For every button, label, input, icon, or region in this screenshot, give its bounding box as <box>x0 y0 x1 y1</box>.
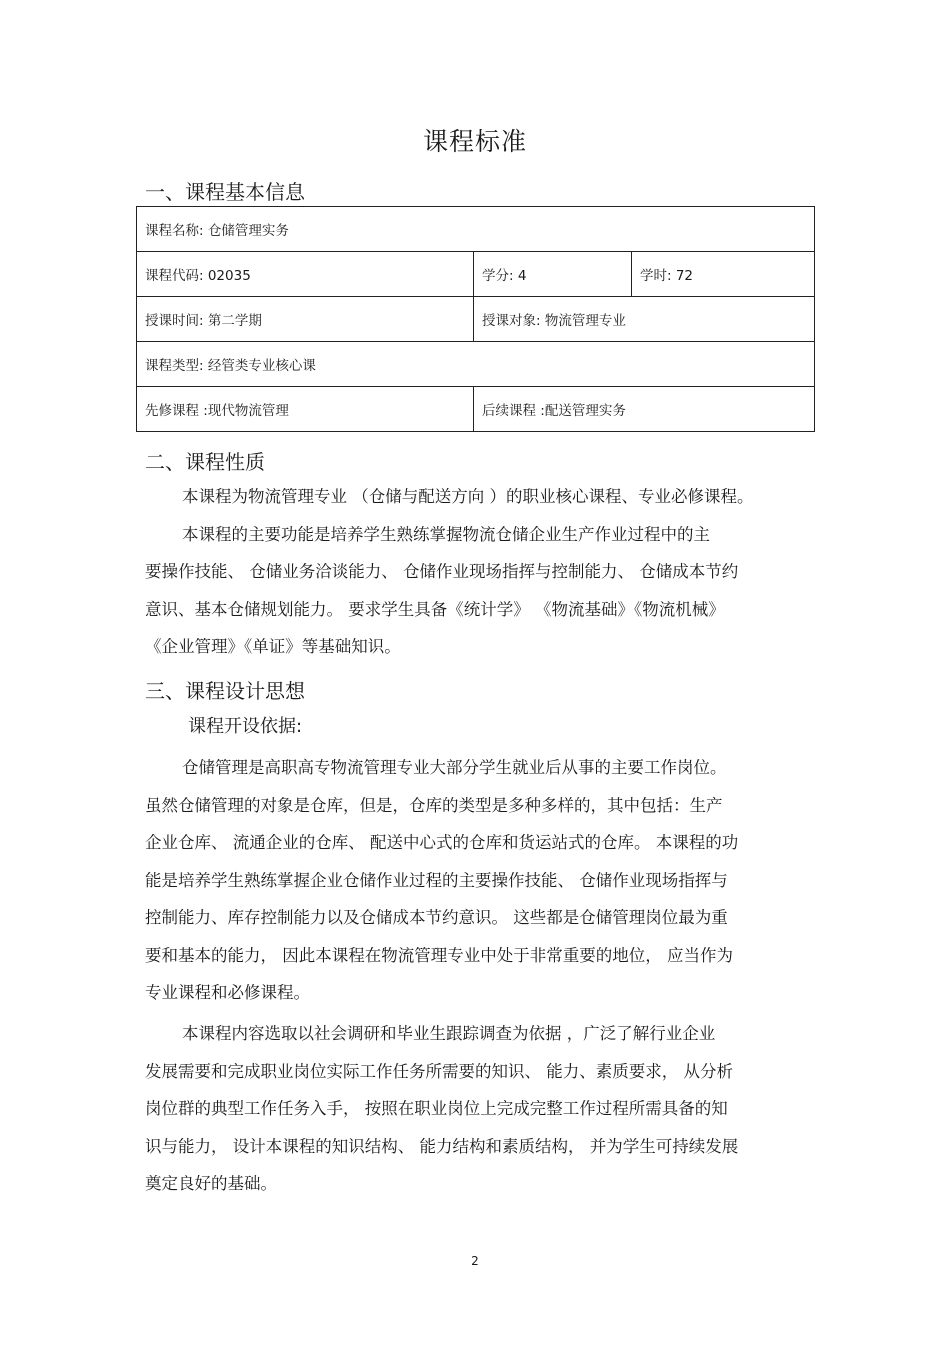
paragraph-line: 能是培养学生熟练掌握企业仓储作业过程的主要操作技能、 仓储作业现场指挥与 <box>145 870 728 890</box>
design-paragraph-1 <box>145 749 815 1012</box>
section-heading-nature: 二、课程性质 <box>145 450 265 474</box>
prerequisite-cell: 先修课程 :现代物流管理 <box>137 387 474 432</box>
design-subheading: 课程开设依据: <box>188 716 303 737</box>
paragraph-line: 《企业管理》《单证》等基础知识。 <box>145 637 401 656</box>
paragraph-line: 岗位群的典型工作任务入手， 按照在职业岗位上完成完整工作过程所需具备的知 <box>145 1099 728 1118</box>
paragraph-line: 发展需要和完成职业岗位实际工作任务所需要的知识、 能力、素质要求， 从分析 <box>145 1061 733 1081</box>
hours-cell: 学时: 72 <box>632 252 815 297</box>
design-paragraph-2 <box>145 1015 815 1203</box>
course-nature-paragraph <box>145 478 815 666</box>
target-cell: 授课对象: 物流管理专业 <box>474 297 815 342</box>
page-title: 课程标准 <box>422 127 527 156</box>
paragraph-line: 专业课程和必修课程。 <box>145 983 310 1002</box>
table-row <box>137 207 815 252</box>
paragraph-line: 要和基本的能力， 因此本课程在物流管理专业中处于非常重要的地位， 应当作为 <box>145 945 733 965</box>
table-row <box>137 342 815 387</box>
table-row <box>137 387 815 432</box>
table-row <box>137 252 815 297</box>
paragraph-line: 企业仓库、 流通企业的仓库、 配送中心式的仓库和货运站式的仓库。 本课程的功 <box>145 833 739 852</box>
paragraph-line: 控制能力、库存控制能力以及仓储成本节约意识。 这些都是仓储管理岗位最为重 <box>145 908 728 927</box>
credit-cell: 学分: 4 <box>474 252 632 297</box>
paragraph-line: 仓储管理是高职高专物流管理专业大部分学生就业后从事的主要工作岗位。 <box>182 758 727 777</box>
section-heading-basic-info: 一、课程基本信息 <box>145 180 305 204</box>
course-info-table <box>136 206 815 432</box>
paragraph-line: 本课程为物流管理专业 （仓储与配送方向 ）的职业核心课程、专业必修课程。 <box>182 487 754 506</box>
paragraph-line: 本课程的主要功能是培养学生熟练掌握物流仓储企业生产作业过程中的主 <box>182 524 710 544</box>
paragraph-line: 识与能力， 设计本课程的知识结构、 能力结构和素质结构， 并为学生可持续发展 <box>145 1136 739 1156</box>
course-code-cell: 课程代码: 02035 <box>137 252 474 297</box>
paragraph-line: 意识、基本仓储规划能力。 要求学生具备《统计学》 《物流基础》《物流机械》 <box>145 599 725 619</box>
table-row <box>137 297 815 342</box>
course-name-cell: 课程名称: 仓储管理实务 <box>137 207 815 252</box>
term-cell: 授课时间: 第二学期 <box>137 297 474 342</box>
followup-cell: 后续课程 :配送管理实务 <box>474 387 815 432</box>
paragraph-line: 虽然仓储管理的对象是仓库，但是，仓库的类型是多种多样的，其中包括：生产 <box>145 795 723 815</box>
section-heading-design: 三、课程设计思想 <box>145 679 305 703</box>
paragraph-line: 要操作技能、 仓储业务洽谈能力、 仓储作业现场指挥与控制能力、 仓储成本节约 <box>145 562 739 581</box>
paragraph-line: 本课程内容选取以社会调研和毕业生跟踪调查为依据 ，广泛了解行业企业 <box>182 1024 716 1043</box>
paragraph-line: 奠定良好的基础。 <box>145 1174 277 1193</box>
page-number: 2 <box>471 1254 479 1268</box>
course-type-cell: 课程类型: 经管类专业核心课 <box>137 342 815 387</box>
